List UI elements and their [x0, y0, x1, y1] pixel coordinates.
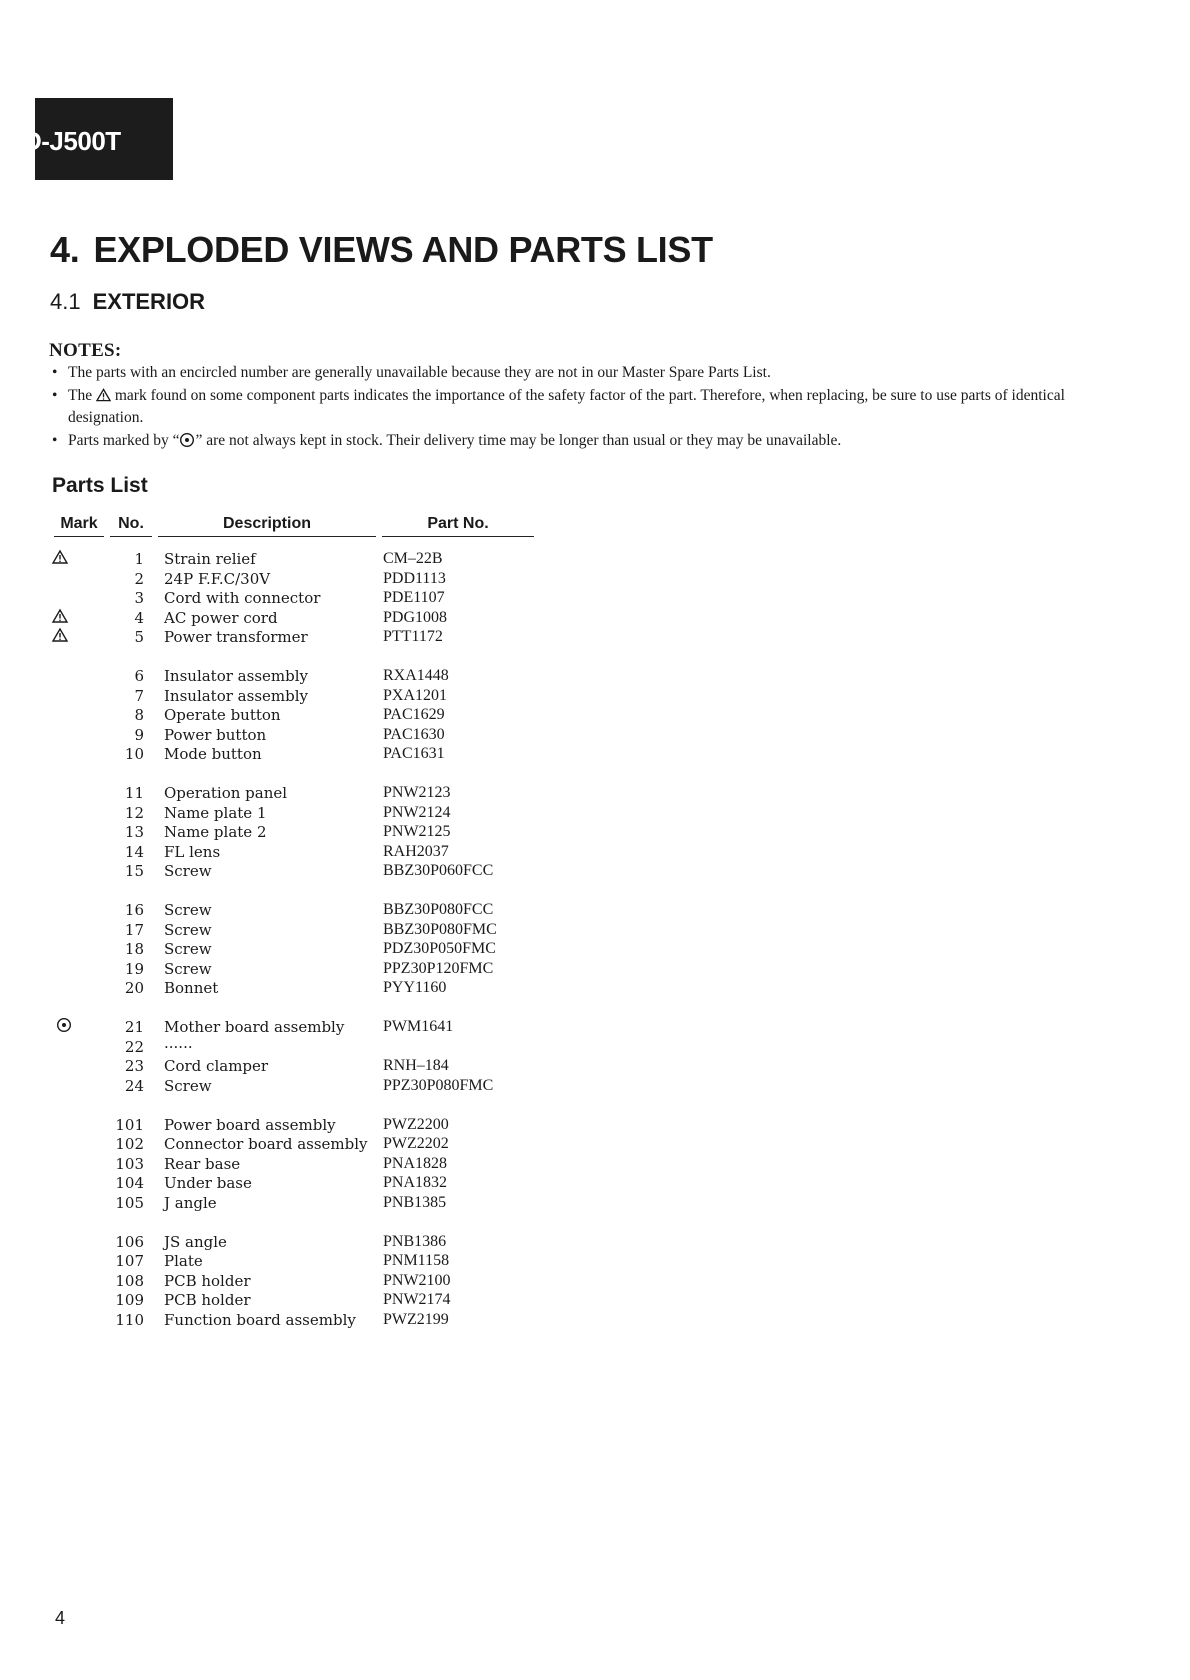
note-text: mark found on some component parts indicates the importance of the safety factor of the part. Therefore, when replacing, be sure to use parts of identical designation. — [68, 386, 1065, 426]
row-part-number: PDG1008 — [383, 609, 448, 626]
row-part-number: BBZ30P080FMC — [383, 921, 497, 938]
row-part-number: BBZ30P060FCC — [383, 862, 494, 879]
note-text: ” are not always kept in stock. Their delivery time may be longer than usual or they may be unavailable. — [195, 431, 842, 449]
row-description: Plate — [164, 1252, 203, 1270]
page-title — [50, 228, 713, 272]
row-number: 5 — [134, 628, 144, 646]
row-part-number: PXA1201 — [383, 687, 448, 704]
model-label-box — [23, 98, 173, 180]
row-description: Strain relief — [164, 550, 256, 568]
row-part-number: PYY1160 — [383, 979, 447, 996]
row-number: 105 — [115, 1194, 144, 1212]
row-part-number: PDD1113 — [383, 570, 446, 587]
page-title-text: EXPLODED VIEWS AND PARTS LIST — [93, 229, 713, 270]
warning-triangle-icon — [52, 608, 72, 628]
row-description: Insulator assembly — [164, 687, 308, 705]
row-part-number: CM–22B — [383, 550, 443, 567]
row-description: Name plate 1 — [164, 804, 267, 822]
row-description: Name plate 2 — [164, 823, 267, 841]
note-text: The parts with an encircled number are generally unavailable because they are not in our Master Spare Parts List. — [68, 364, 771, 381]
row-description: JS angle — [164, 1233, 227, 1251]
row-part-number: BBZ30P080FCC — [383, 901, 494, 918]
column-header-description: Description — [158, 514, 376, 537]
row-description: FL lens — [164, 843, 221, 861]
page-title-number: 4. — [50, 229, 80, 270]
row-part-number: PAC1631 — [383, 745, 445, 762]
column-header-part-no: Part No. — [382, 514, 534, 537]
row-number: 14 — [124, 843, 144, 861]
row-number: 3 — [134, 589, 144, 607]
warning-triangle-icon — [96, 388, 111, 402]
note-item — [52, 430, 1072, 453]
row-description: Operation panel — [164, 784, 288, 802]
row-description: Mother board assembly — [164, 1018, 345, 1036]
row-description: AC power cord — [164, 609, 278, 627]
row-number: 17 — [124, 921, 144, 939]
row-number: 20 — [124, 979, 144, 997]
row-part-number: RAH2037 — [383, 843, 449, 860]
row-description: Power button — [164, 726, 267, 744]
row-description: J angle — [164, 1194, 217, 1212]
row-description: Insulator assembly — [164, 667, 308, 685]
row-part-number: PNA1832 — [383, 1174, 448, 1191]
row-part-number: PWZ2202 — [383, 1135, 449, 1152]
note-item — [52, 362, 1072, 385]
row-part-number: RXA1448 — [383, 667, 449, 684]
row-number: 19 — [124, 960, 144, 978]
row-description: Bonnet — [164, 979, 219, 997]
row-number: 21 — [124, 1018, 144, 1036]
row-description: Connector board assembly — [164, 1135, 368, 1153]
row-number: 11 — [124, 784, 144, 802]
row-number: 15 — [124, 862, 144, 880]
row-number: 9 — [134, 726, 144, 744]
row-number: 1 — [134, 550, 144, 568]
column-header-mark: Mark — [54, 514, 104, 537]
row-part-number: PNM1158 — [383, 1252, 450, 1269]
row-part-number: PNW2125 — [383, 823, 451, 840]
bullet-icon: • — [52, 364, 58, 381]
circled-dot-icon — [179, 432, 195, 448]
row-description: Cord clamper — [164, 1057, 269, 1075]
note-text: The — [68, 386, 93, 404]
section-text: EXTERIOR — [92, 289, 206, 314]
parts-list-title: Parts List — [52, 474, 148, 497]
row-number: 22 — [124, 1038, 144, 1056]
row-part-number: PPZ30P080FMC — [383, 1077, 494, 1094]
note-text: Parts marked by “ — [68, 431, 180, 449]
row-number: 10 — [124, 745, 144, 763]
row-number: 104 — [115, 1174, 144, 1192]
row-part-number: PNW2174 — [383, 1291, 451, 1308]
row-description: Screw — [164, 1077, 212, 1095]
row-part-number: PWZ2200 — [383, 1116, 449, 1133]
row-description: Mode button — [164, 745, 262, 763]
row-part-number: PNB1385 — [383, 1194, 447, 1211]
row-number: 16 — [124, 901, 144, 919]
row-description: 24P F.F.C/30V — [164, 570, 271, 588]
section-title — [50, 288, 205, 316]
row-number: 2 — [134, 570, 144, 588]
model-label: D-J500T — [23, 126, 121, 156]
row-number: 8 — [134, 706, 144, 724]
row-part-number: PPZ30P120FMC — [383, 960, 494, 977]
row-description: ······ — [164, 1038, 193, 1056]
column-header-no: No. — [110, 514, 152, 537]
row-part-number: PAC1630 — [383, 726, 445, 743]
section-number: 4.1 — [50, 289, 81, 314]
row-description: Power transformer — [164, 628, 308, 646]
row-number: 12 — [124, 804, 144, 822]
row-part-number: PTT1172 — [383, 628, 443, 645]
row-description: Screw — [164, 901, 212, 919]
row-description: Function board assembly — [164, 1311, 356, 1329]
row-part-number: PAC1629 — [383, 706, 445, 723]
bullet-icon: • — [52, 386, 58, 404]
row-number: 23 — [124, 1057, 144, 1075]
page-number: 4 — [55, 1608, 66, 1628]
row-number: 7 — [134, 687, 144, 705]
row-part-number: PNB1386 — [383, 1233, 447, 1250]
row-number: 103 — [115, 1155, 144, 1173]
row-description: Cord with connector — [164, 589, 321, 607]
row-description: Screw — [164, 921, 212, 939]
row-description: PCB holder — [164, 1272, 251, 1290]
circled-dot-icon — [56, 1017, 76, 1038]
row-part-number: PDZ30P050FMC — [383, 940, 496, 957]
row-part-number: PDE1107 — [383, 589, 445, 606]
notes-list — [52, 362, 1072, 452]
row-part-number: PNW2124 — [383, 804, 451, 821]
row-number: 102 — [115, 1135, 144, 1153]
row-description: Under base — [164, 1174, 252, 1192]
note-item — [52, 385, 1072, 430]
row-number: 13 — [124, 823, 144, 841]
warning-triangle-icon — [52, 549, 72, 569]
row-number: 6 — [134, 667, 144, 685]
row-number: 101 — [115, 1116, 144, 1134]
row-description: Operate button — [164, 706, 281, 724]
row-description: Screw — [164, 960, 212, 978]
row-number: 110 — [115, 1311, 144, 1329]
row-part-number: PNA1828 — [383, 1155, 448, 1172]
row-part-number: PNW2123 — [383, 784, 451, 801]
row-number: 106 — [115, 1233, 144, 1251]
notes-heading: NOTES: — [49, 340, 122, 361]
row-description: Rear base — [164, 1155, 241, 1173]
row-part-number: PWZ2199 — [383, 1311, 449, 1328]
bullet-icon: • — [52, 431, 58, 449]
row-part-number: PNW2100 — [383, 1272, 451, 1289]
row-description: PCB holder — [164, 1291, 251, 1309]
row-number: 109 — [115, 1291, 144, 1309]
row-number: 107 — [115, 1252, 144, 1270]
row-part-number: PWM1641 — [383, 1018, 454, 1035]
row-number: 108 — [115, 1272, 144, 1290]
row-description: Power board assembly — [164, 1116, 336, 1134]
row-part-number: RNH–184 — [383, 1057, 449, 1074]
row-number: 18 — [124, 940, 144, 958]
row-description: Screw — [164, 862, 212, 880]
row-number: 24 — [124, 1077, 144, 1095]
warning-triangle-icon — [52, 627, 72, 647]
row-number: 4 — [134, 609, 144, 627]
row-description: Screw — [164, 940, 212, 958]
